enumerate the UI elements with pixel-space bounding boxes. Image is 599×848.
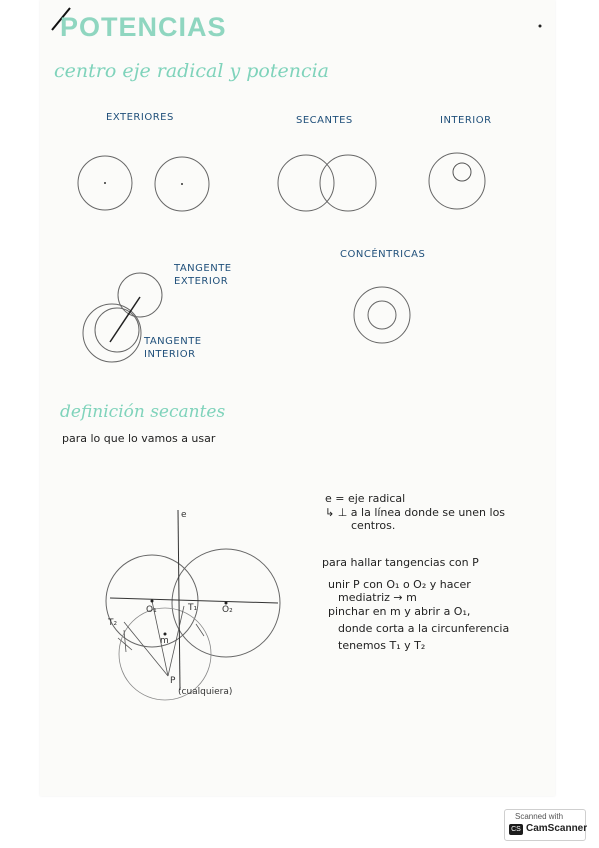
scanned-with-text: Scanned with bbox=[515, 812, 564, 821]
note-line-1: e = eje radical bbox=[325, 492, 406, 505]
concentric-outer bbox=[354, 287, 410, 343]
diagram-label-p: P bbox=[170, 676, 176, 686]
note-line-3: centros. bbox=[351, 519, 396, 532]
interior-circle-inner bbox=[453, 163, 471, 181]
diagram-label-t2: T₂ bbox=[108, 618, 118, 628]
concentric-inner bbox=[368, 301, 396, 329]
secant-circle-right bbox=[320, 155, 376, 211]
note-line-6: mediatriz → m bbox=[338, 591, 417, 604]
note-line-5: unir P con O₁ o O₂ y hacer bbox=[328, 578, 471, 591]
label-concentricas: CONCÉNTRICAS bbox=[340, 249, 426, 260]
label-tangente-interior-1: TANGENTE bbox=[144, 336, 202, 347]
note-line-8: donde corta a la circunferencia bbox=[338, 622, 510, 635]
diagram-label-e: e bbox=[181, 510, 187, 520]
page-subtitle: centro eje radical y potencia bbox=[54, 60, 330, 82]
note-line-7: pinchar en m y abrir a O₁, bbox=[328, 605, 471, 618]
section-intro: para lo que lo vamos a usar bbox=[62, 432, 216, 445]
diagram-label-cualquiera: (cualquiera) bbox=[178, 687, 233, 697]
label-tangente-exterior-2: EXTERIOR bbox=[174, 276, 229, 287]
tangent-interior-circle-big bbox=[83, 304, 141, 362]
label-exteriores: EXTERIORES bbox=[106, 112, 174, 123]
section-title: definición secantes bbox=[60, 402, 226, 422]
interior-circle-outer bbox=[429, 153, 485, 209]
diagram-label-o1: O₁ bbox=[146, 605, 157, 615]
diagram-label-o2: O₂ bbox=[222, 605, 233, 615]
tangent-exterior-circle bbox=[118, 273, 162, 317]
camscanner-name: CamScanner bbox=[526, 823, 588, 834]
label-secantes: SECANTES bbox=[296, 115, 353, 126]
diagram-label-m: m bbox=[160, 636, 169, 646]
label-interior: INTERIOR bbox=[440, 115, 492, 126]
secant-circle-left bbox=[278, 155, 334, 211]
tangent-p-t1 bbox=[168, 606, 184, 676]
label-tangente-interior-2: INTERIOR bbox=[144, 349, 196, 360]
note-line-9: tenemos T₁ y T₂ bbox=[338, 639, 426, 652]
note-line-4: para hallar tangencias con P bbox=[322, 556, 479, 569]
note-line-2: ↳ ⊥ a la línea donde se unen los bbox=[325, 506, 506, 519]
tangent-interior-circle-small bbox=[95, 308, 139, 352]
diagram-label-t1: T₁ bbox=[188, 603, 198, 613]
label-tangente-exterior-1: TANGENTE bbox=[174, 263, 232, 274]
camscanner-badge bbox=[504, 809, 586, 841]
page-title: POTENCIAS bbox=[60, 12, 227, 42]
camscanner-logo-icon: CS bbox=[509, 824, 523, 835]
corner-dot bbox=[539, 25, 542, 28]
